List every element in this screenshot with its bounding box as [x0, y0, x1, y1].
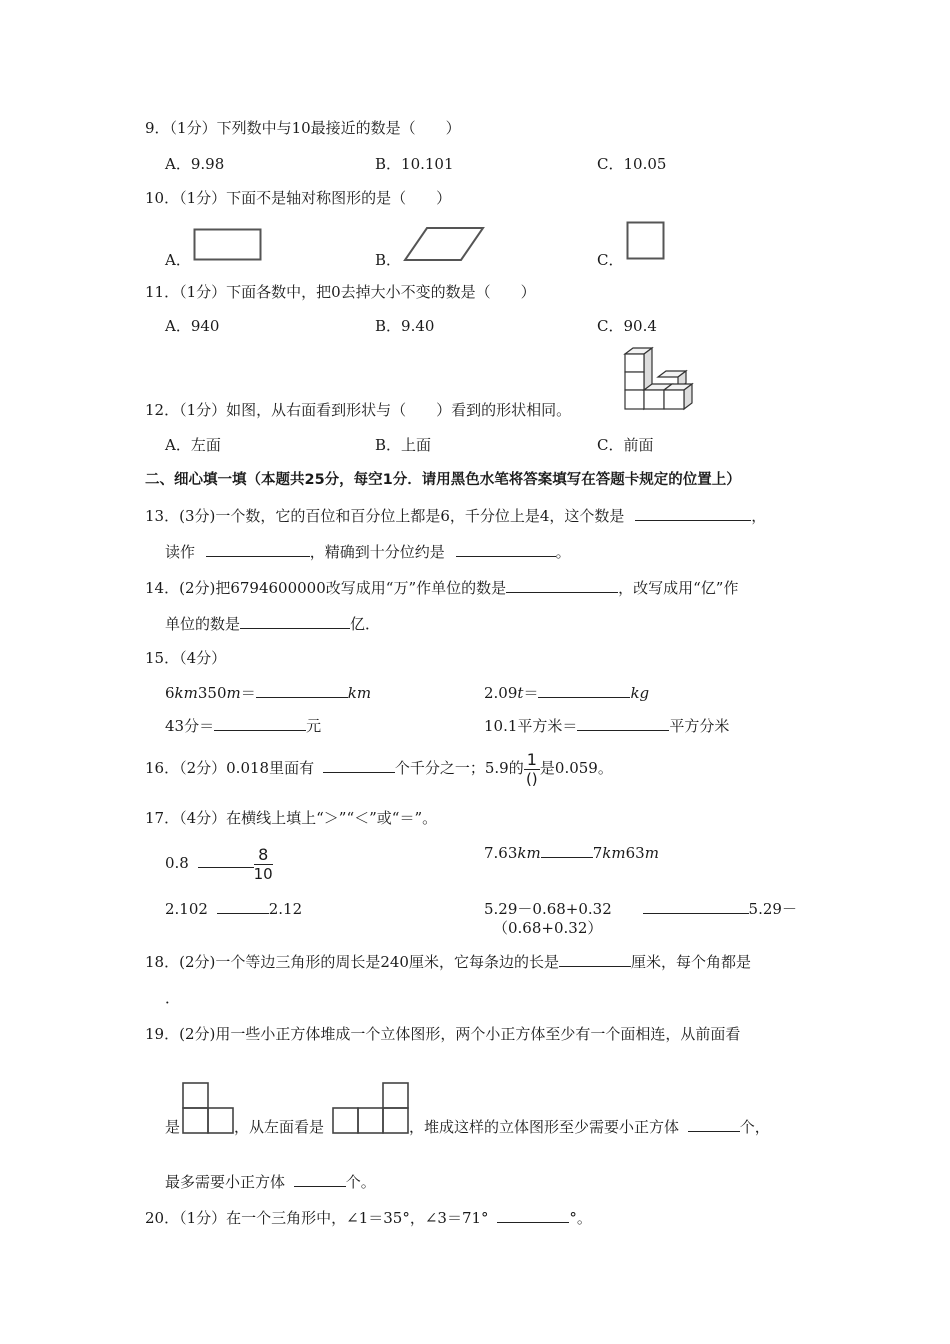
q17-c2-left: 7.63 [484, 844, 518, 862]
q17-c3-right: 2.12 [268, 900, 303, 918]
q19-text-5: 最多需要小正方体 [165, 1173, 286, 1191]
q17-stem: 17．（4分）在横线上填上“＞”“＜”或“＝”。 [145, 809, 438, 827]
q9-option-a: A．9.98 [165, 155, 225, 173]
cube-stack-figure [622, 345, 700, 417]
q15-item2-unit2: kg [630, 684, 650, 702]
q18-text-2: 厘米，每个角都是 [630, 953, 751, 971]
q15-item-2 [484, 683, 649, 703]
q17-compare-4 [484, 899, 797, 919]
q19-text-4: 个， [739, 1118, 770, 1136]
q19-text-6: 个。 [345, 1173, 376, 1191]
q17-c3-left: 2.102 [165, 900, 208, 918]
q16-text-3: 是0.059。 [539, 759, 613, 777]
q15-item4-unit: 平方分米 [669, 717, 730, 735]
q15-item2-eq: ＝ [523, 684, 539, 702]
q19-line1: 19．(2分)用一些小正方体堆成一个立体图形，两个小正方体至少有一个面相连，从前面看 [145, 1025, 741, 1043]
q15-item-1 [165, 683, 371, 703]
q15-blank-1[interactable] [256, 683, 348, 698]
q17-c2-right-unit2: m [644, 844, 659, 862]
q13-comma: ， [751, 507, 767, 525]
q13-blank-3[interactable] [456, 542, 556, 557]
square-icon [626, 221, 666, 261]
q15-stem: 15．（4分） [145, 649, 227, 667]
q14-text-2: ，改写成用“亿”作 [618, 579, 739, 597]
q14-text-3: 单位的数是 [165, 615, 241, 633]
rectangle-icon [193, 228, 263, 262]
q11-option-c: C．90.4 [597, 317, 657, 335]
q17-compare-3 [165, 899, 302, 919]
q15-item1-eq: ＝ [240, 684, 256, 702]
q10-option-a: A． [165, 251, 191, 269]
q9-option-b: B．10.101 [375, 155, 454, 173]
q13-blank-1[interactable] [635, 506, 751, 521]
q17-blank-4[interactable] [643, 899, 749, 914]
q12-stem: 12．（1分）如图，从右面看到形状与（ ）看到的形状相同。 [145, 401, 572, 419]
q18-blank-1[interactable] [559, 952, 631, 967]
parallelogram-icon [403, 226, 485, 262]
q17-blank-3[interactable] [217, 899, 269, 914]
q12-option-a: A．左面 [165, 436, 221, 454]
q15-item-4 [484, 716, 729, 736]
q15-item1-mid: 350 [197, 684, 227, 702]
q19-blank-1[interactable] [688, 1117, 740, 1132]
q15-item2-unit1: t [517, 684, 524, 702]
q17-c4-right: 5.29－ [748, 900, 797, 918]
q17-c1-fraction [254, 846, 273, 883]
q13-text-1: 13．(3分)一个数，它的百位和百分位上都是6，千分位上是4，这个数是 [145, 507, 625, 525]
q17-c2-right-b: 63 [625, 844, 645, 862]
q17-c1-frac-den: 10 [253, 864, 273, 883]
q17-c2-right-unit1: km [602, 844, 626, 862]
section-2-title: 二、细心填一填（本题共25分，每空1分．请用黑色水笔将答案填写在答题卡规定的位置上） [145, 472, 741, 488]
q20-blank-1[interactable] [497, 1208, 569, 1223]
q17-c2-right-a: 7 [592, 844, 603, 862]
q13-line1 [145, 506, 766, 526]
q13-period: 。 [555, 543, 571, 561]
q18-text-1: 18．(2分)一个等边三角形的周长是240厘米，它每条边的长是 [145, 953, 559, 971]
q17-compare-1 [165, 843, 273, 883]
q19-line2-rest [409, 1117, 770, 1137]
q14-line1 [145, 578, 738, 598]
q15-item3-unit: 元 [306, 717, 322, 735]
q18-line1 [145, 952, 751, 972]
q11-option-a: A．940 [165, 317, 220, 335]
q15-blank-4[interactable] [577, 716, 669, 731]
q15-item3-value: 43分＝ [165, 717, 215, 735]
q10-option-c: C． [597, 251, 624, 269]
q17-c1-frac-num: 8 [254, 846, 273, 865]
q18-period: ． [165, 989, 181, 1007]
q11-stem: 11．（1分）下面各数中，把0去掉大小不变的数是（ ） [145, 283, 536, 301]
q17-blank-1[interactable] [198, 853, 254, 868]
q19-text-1: 是 [165, 1118, 181, 1136]
q15-item1-unit3: km [347, 684, 372, 702]
q17-blank-2[interactable] [541, 843, 593, 858]
q15-item4-value: 10.1平方米＝ [484, 717, 578, 735]
q10-option-b: B． [375, 251, 402, 269]
q15-blank-2[interactable] [538, 683, 630, 698]
q19-line2 [165, 1117, 180, 1137]
q13-line2 [165, 542, 571, 562]
q20-text-1: 20．（1分）在一个三角形中，∠1＝35°，∠3＝71° [145, 1209, 489, 1227]
q19-text-3: ，堆成这样的立体图形至少需要小正方体 [409, 1118, 680, 1136]
q14-line2 [165, 614, 380, 634]
q19-line3 [165, 1172, 376, 1192]
q13-blank-2[interactable] [206, 542, 310, 557]
q16-line [145, 748, 613, 788]
q14-text-1: 14．(2分)把6794600000改写成用“万”作单位的数是 [145, 579, 507, 597]
front-view-figure [182, 1082, 236, 1134]
q11-option-b: B．9.40 [375, 317, 435, 335]
q10-stem: 10．（1分）下面不是轴对称图形的是（ ） [145, 189, 452, 207]
q17-compare-2 [484, 843, 659, 863]
q13-text-3: ，精确到十分位约是 [309, 543, 445, 561]
q15-item2-value: 2.09 [484, 684, 518, 702]
q16-fraction [524, 751, 540, 788]
q13-text-2: 读作 [165, 543, 196, 561]
q20-text-2: °。 [569, 1209, 592, 1227]
left-view-figure [332, 1082, 412, 1134]
q19-blank-2[interactable] [294, 1172, 346, 1187]
q15-item1-value: 6 [165, 684, 175, 702]
q17-c4-left: 5.29－0.68+0.32 [484, 900, 612, 918]
q16-frac-den-blank[interactable]: () [525, 769, 538, 788]
q15-item1-unit1: km [174, 684, 198, 702]
q17-c4-right-cont: （0.68+0.32） [493, 919, 603, 937]
q20-line [145, 1208, 592, 1228]
q15-blank-3[interactable] [214, 716, 306, 731]
q15-item1-unit2: m [226, 684, 241, 702]
q14-blank-2[interactable] [240, 614, 350, 629]
q16-blank-1[interactable] [323, 758, 395, 773]
q9-option-c: C．10.05 [597, 155, 667, 173]
q17-c1-left: 0.8 [165, 854, 189, 872]
q14-text-4: 亿． [350, 615, 381, 633]
q16-text-2: 个千分之一；5.9的 [394, 759, 524, 777]
q15-item-3 [165, 716, 321, 736]
q17-c2-left-unit: km [517, 844, 541, 862]
q19-text-2: ，从左面看是 [234, 1118, 325, 1136]
q12-option-c: C．前面 [597, 436, 654, 454]
q16-frac-num: 1 [524, 751, 540, 770]
q16-text-1: 16．（2分）0.018里面有 [145, 759, 315, 777]
q12-option-b: B．上面 [375, 436, 432, 454]
q14-blank-1[interactable] [506, 578, 618, 593]
q9-stem: 9．（1分）下列数中与10最接近的数是（ ） [145, 119, 461, 137]
